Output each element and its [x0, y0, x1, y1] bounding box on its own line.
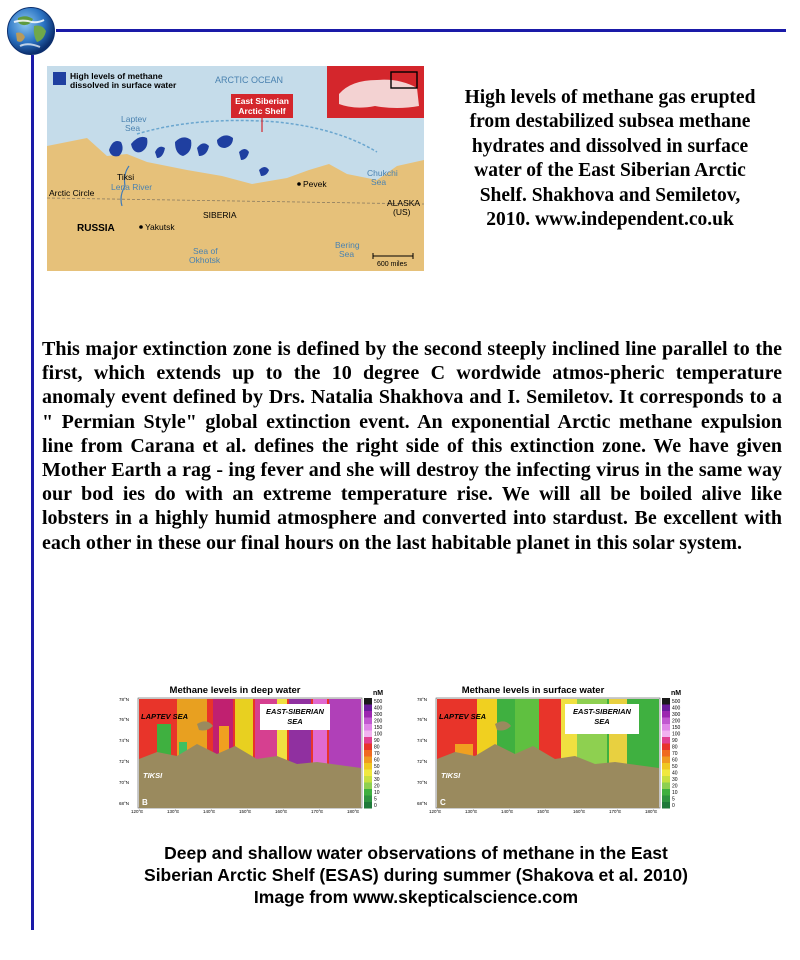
shelf-label-line1: East Siberian	[235, 96, 289, 106]
figure-caption	[96, 842, 736, 908]
scale-label: 0	[672, 803, 675, 809]
x-tick: 170°E	[311, 809, 324, 814]
tiksi-label: TIKSI	[143, 771, 163, 780]
panel-title: Methane levels in deep water	[169, 685, 301, 696]
east-siberian-label-2: SEA	[594, 717, 610, 726]
east-siberian-label-1: EAST-SIBERIAN	[266, 707, 324, 716]
y-tick: 68°N	[119, 801, 130, 806]
deep-water-panel	[117, 684, 407, 814]
x-tick: 130°E	[465, 809, 478, 814]
earth-globe-icon	[6, 6, 56, 56]
color-swatch	[364, 796, 372, 803]
arctic-circle-label: Arctic Circle	[49, 188, 95, 198]
scale-label: 100	[374, 731, 383, 738]
x-tick: 140°E	[203, 809, 216, 814]
panel-letter: B	[142, 798, 148, 807]
chukchi-label-2: Sea	[371, 177, 387, 187]
color-swatch	[662, 796, 670, 803]
east-siberian-label-2: SEA	[287, 717, 303, 726]
color-swatch	[662, 757, 670, 764]
color-swatch	[662, 783, 670, 790]
unit-label: nM	[671, 690, 682, 697]
scale-label: 20	[672, 783, 678, 790]
scale-label: 80	[672, 744, 678, 751]
x-tick: 120°E	[131, 809, 144, 814]
scale-label: 70	[672, 751, 678, 757]
scale-label: 30	[672, 777, 678, 783]
color-swatch	[662, 744, 670, 751]
color-swatch	[662, 718, 670, 725]
y-tick: 70°N	[119, 780, 130, 785]
color-swatch	[364, 705, 372, 712]
color-swatch	[662, 724, 670, 731]
scale-label: 30	[374, 777, 380, 783]
scale-label: 50	[374, 764, 380, 770]
y-tick: 78°N	[417, 697, 428, 702]
arctic-ocean-label: ARCTIC OCEAN	[215, 75, 284, 85]
scale-label: 20	[374, 783, 380, 790]
color-swatch	[662, 750, 670, 757]
panel-letter: C	[440, 798, 446, 807]
color-swatch	[364, 744, 372, 751]
x-tick: 150°E	[239, 809, 252, 814]
tiksi-label: Tiksi	[117, 172, 135, 182]
color-swatch	[364, 737, 372, 744]
legend-swatch	[53, 72, 66, 85]
y-tick: 74°N	[417, 738, 428, 743]
color-swatch	[662, 737, 670, 744]
okhotsk-label-2: Okhotsk	[189, 255, 221, 265]
figure-caption-line: Deep and shallow water observations of methane in the East	[164, 843, 668, 863]
map-caption-line: 2010. www.independent.co.uk	[486, 209, 734, 231]
scale-label: 400	[672, 705, 681, 712]
scale-label: 150	[672, 725, 681, 731]
scale-label: 10	[672, 790, 678, 796]
scale-label: 10	[374, 790, 380, 796]
scale-label: 400	[374, 705, 383, 712]
russia-label: RUSSIA	[77, 223, 115, 234]
y-tick: 76°N	[417, 717, 428, 722]
scale-label: 90	[374, 738, 380, 744]
color-swatch	[662, 776, 670, 783]
color-swatch	[364, 789, 372, 796]
scale-label: 70	[374, 751, 380, 757]
figure-caption-line: Image from www.skepticalscience.com	[253, 887, 579, 907]
color-swatch	[662, 763, 670, 770]
x-tick: 150°E	[537, 809, 550, 814]
map-caption-line: Shelf. Shakhova and Semiletov,	[479, 184, 741, 206]
y-tick: 70°N	[417, 780, 428, 785]
scale-label: 80	[374, 744, 380, 751]
scale-label: 90	[672, 738, 678, 744]
laptev-label-2: Sea	[125, 123, 141, 133]
scale-label: 5	[672, 796, 675, 803]
figure-caption-line: Siberian Arctic Shelf (ESAS) during summer (Shakova et al. 2010)	[144, 865, 688, 885]
scale-label: 600 miles	[377, 261, 407, 268]
scale-label: 200	[672, 718, 681, 725]
color-swatch	[662, 711, 670, 718]
x-tick: 130°E	[167, 809, 180, 814]
chukchi-label-1: Chukchi	[367, 168, 398, 178]
x-tick: 160°E	[275, 809, 288, 814]
scale-label: 40	[374, 770, 380, 777]
left-rule	[31, 55, 34, 930]
y-tick: 74°N	[119, 738, 130, 743]
x-tick: 140°E	[501, 809, 514, 814]
map-caption	[428, 86, 792, 232]
color-swatch	[364, 750, 372, 757]
okhotsk-label-1: Sea of	[193, 246, 218, 256]
map-caption-line: hydrates and dissolved in surface	[471, 135, 749, 157]
unit-label: nM	[373, 690, 384, 697]
color-swatch	[364, 757, 372, 764]
pevek-label: Pevek	[303, 179, 327, 189]
y-tick: 76°N	[119, 717, 130, 722]
east-siberian-label-1: EAST-SIBERIAN	[573, 707, 631, 716]
x-tick: 170°E	[609, 809, 622, 814]
extinction-paragraph: This major extinction zone is defined by the second steeply inclined line parallel to the first, which extends up to the 10 degree C wordwide atmos-pheric temperature anomaly event defined by Drs. Natalia Shakhova and I. Semiletov. It corresponds to a " Permian Style" global extinction event. An exponential Arctic methane expulsion line from Carana et al. defines the right side of this extinction zone. We have given Mother Earth a rag - ing fever and she will destroy the infecting virus in the same way our bod ies do with an extreme temperature rise. We will all be boiled alive like lobsters in a highly humid atmosphere and converted into stardust. Be excellent with each other in these our final hours on the last habitable planet in this solar system.	[42, 338, 782, 554]
color-swatch	[364, 711, 372, 718]
bering-label-2: Sea	[339, 249, 355, 259]
scale-label: 100	[672, 731, 681, 738]
scale-label: 60	[672, 757, 678, 764]
scale-label: 5	[374, 796, 377, 803]
color-swatch	[364, 731, 372, 738]
scale-label: 500	[672, 699, 681, 705]
scale-label: 60	[374, 757, 380, 764]
scale-label: 300	[672, 712, 681, 718]
color-swatch	[364, 718, 372, 725]
top-rule	[56, 29, 786, 32]
legend-line2: dissolved in surface water	[70, 80, 177, 90]
color-swatch	[364, 770, 372, 777]
surface-water-panel	[415, 684, 705, 814]
scale-label: 500	[374, 699, 383, 705]
y-tick: 72°N	[119, 759, 130, 764]
map-caption-line: High levels of methane gas erupted	[464, 87, 756, 108]
shelf-label-line2: Arctic Shelf	[238, 106, 286, 116]
x-tick: 180°E	[347, 809, 360, 814]
color-swatch	[662, 698, 670, 705]
color-swatch	[662, 705, 670, 712]
x-tick: 120°E	[429, 809, 442, 814]
color-swatch	[364, 776, 372, 783]
x-tick: 180°E	[645, 809, 658, 814]
lena-label: Lena River	[111, 182, 153, 192]
scale-label: 40	[672, 770, 678, 777]
bering-label-1: Bering	[335, 240, 360, 250]
tiksi-label: TIKSI	[441, 771, 461, 780]
y-tick: 78°N	[119, 697, 130, 702]
color-scale	[662, 698, 681, 809]
color-swatch	[364, 763, 372, 770]
panel-title: Methane levels in surface water	[461, 685, 605, 696]
scale-label: 150	[374, 725, 383, 731]
color-swatch	[662, 731, 670, 738]
map-caption-line: water of the East Siberian Arctic	[474, 160, 746, 182]
legend-line1: High levels of methane	[70, 71, 163, 81]
y-tick: 72°N	[417, 759, 428, 764]
color-swatch	[662, 770, 670, 777]
color-swatch	[364, 698, 372, 705]
alaska-label-1: ALASKA	[387, 198, 421, 208]
laptev-sea-label: LAPTEV SEA	[439, 712, 487, 721]
scale-label: 50	[672, 764, 678, 770]
color-scale	[364, 698, 383, 809]
y-tick: 68°N	[417, 801, 428, 806]
esas-methane-map	[47, 66, 424, 271]
laptev-sea-label: LAPTEV SEA	[141, 712, 189, 721]
siberia-label: SIBERIA	[203, 210, 237, 220]
color-swatch	[662, 789, 670, 796]
alaska-label-2: (US)	[393, 207, 411, 217]
color-swatch	[364, 724, 372, 731]
laptev-label-1: Laptev	[121, 114, 147, 124]
scale-label: 300	[374, 712, 383, 718]
scale-label: 0	[374, 803, 377, 809]
color-swatch	[364, 783, 372, 790]
x-tick: 160°E	[573, 809, 586, 814]
map-caption-line: from destabilized subsea methane	[469, 111, 751, 133]
scale-label: 200	[374, 718, 383, 725]
color-swatch	[364, 802, 372, 809]
yakutsk-label: Yakutsk	[145, 222, 175, 232]
color-swatch	[662, 802, 670, 809]
